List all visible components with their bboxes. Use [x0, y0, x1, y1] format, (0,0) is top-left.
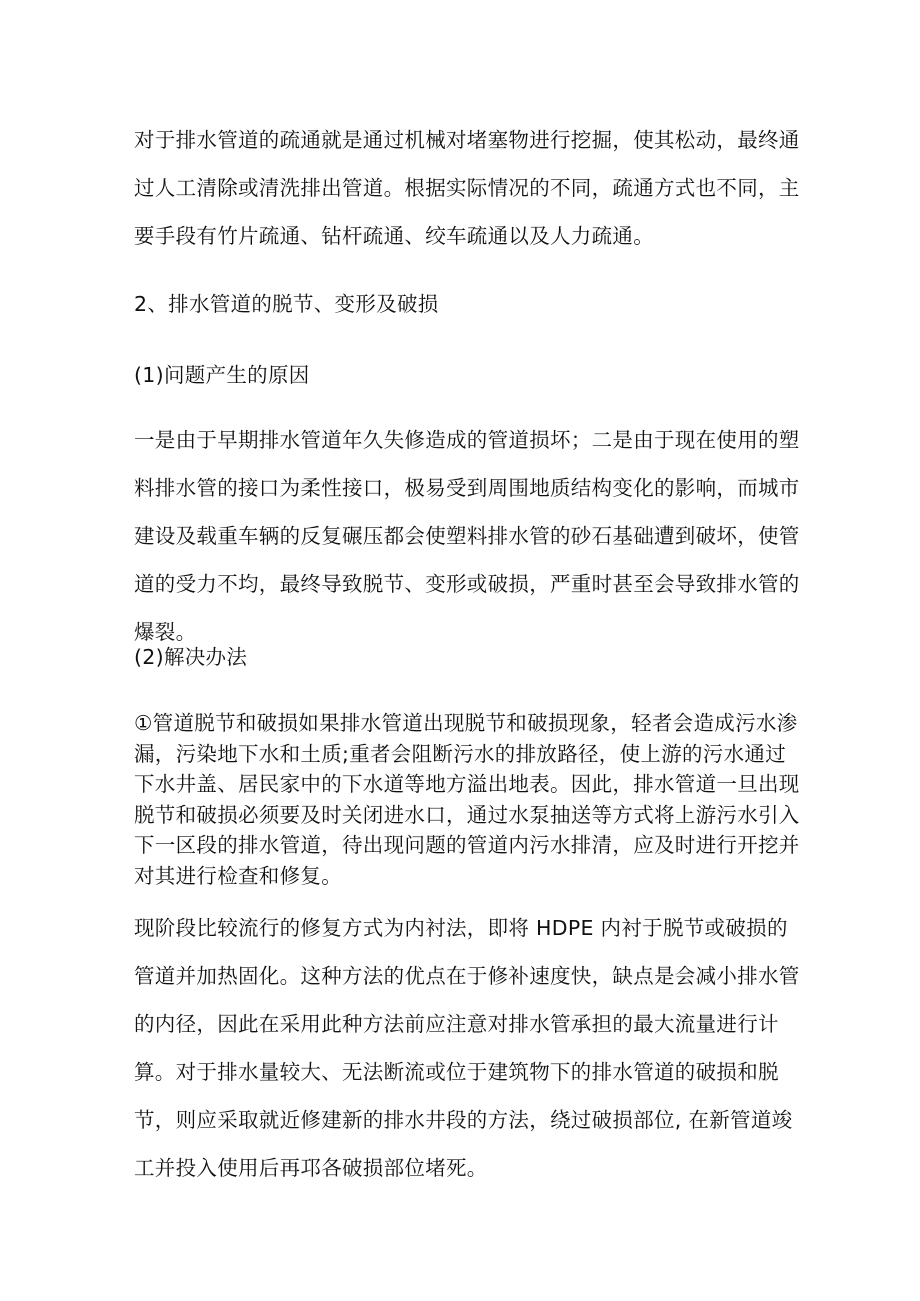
- section-heading-pipe-damage: 2、排水管道的脱节、变形及破损: [134, 292, 439, 316]
- paragraph-cause: 一是由于早期排水管道年久失修造成的管道损坏；二是由于现在使用的塑料排水管的接口为柔性接口，极易受到周围地质结构变化的影响，而城市建设及载重车辆的反复碾压都会使塑料排水管的砂石基础遭到破坏，使管道的受力不均，最终导致脱节、变形或破损，严重时甚至会导致排水管的爆裂。: [134, 428, 800, 644]
- paragraph-solution-lining: 现阶段比较流行的修复方式为内衬法，即将 HDPE 内衬于脱节或破损的管道并加热固化。这种方法的优点在于修补速度快，缺点是会减小排水管的内径，因此在采用此种方法前应注意对排水管承担的最大流量进行计算。对于排水量较大、无法断流或位于建筑物下的排水管道的破损和脱节，则应采取就近修建新的排水井段的方法，绕过破损部位, 在新管道竣工并投入使用后再邛各破损部位堵死。: [134, 916, 800, 1180]
- subheading-solution: (2)解决办法: [134, 645, 248, 669]
- paragraph-solution-repair: ①管道脱节和破损如果排水管道出现脱节和破损现象，轻者会造成污水渗漏，污染地下水和土质;重者会阻断污水的排放路径，使上游的污水通过下水井盖、居民家中的下水道等地方溢出地表。因此，排水管道一旦出现脱节和破损必须要及时关闭进水口，通过水泵抽送等方式将上游污水引入下一区段的排水管道，待出现问题的管道内污水排清，应及时进行开挖并对其进行检查和修复。: [134, 711, 800, 888]
- paragraph-dredging-methods: 对于排水管道的疏通就是通过机械对堵塞物进行挖掘，使其松动，最终通过人工清除或清洗排出管道。根据实际情况的不同，疏通方式也不同，主要手段有竹片疏通、钻杆疏通、绞车疏通以及人力疏通。: [134, 128, 800, 248]
- subheading-cause: (1)问题产生的原因: [134, 363, 310, 387]
